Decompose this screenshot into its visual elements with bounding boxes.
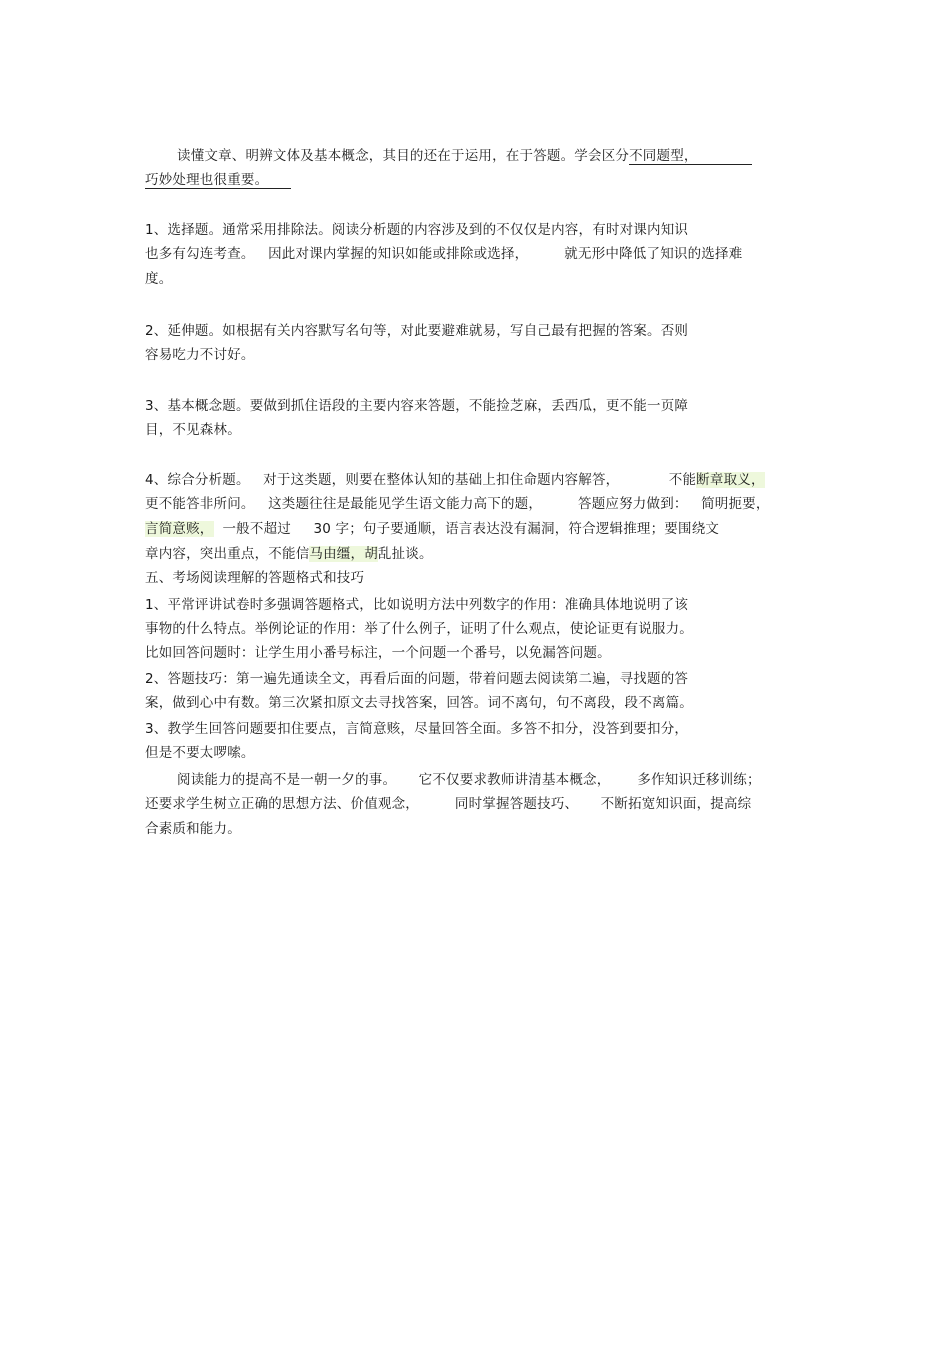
section-5-para-1-line-2: 事物的什么特点。举例论证的作用：举了什么例子，证明了什么观点，使论证更有说服力。: [145, 621, 693, 637]
extension-question-line-1: 2、延伸题。如根据有关内容默写名句等，对此要避难就易，写自己最有把握的答案。否则: [145, 323, 689, 339]
highlighted-text: 言简意赅，: [145, 521, 214, 537]
section-5-para-3-line-1: 3、教学生回答问题要扣住要点，言简意赅，尽量回答全面。多答不扣分，没答到要扣分，: [145, 721, 689, 737]
synthesis-text: 一般不超过 30 字；句子要通顺，语言表达没有漏洞，符合逻辑推理；要围绕文: [213, 521, 720, 537]
highlighted-text: 马由缰，胡: [309, 546, 378, 562]
intro-line-2: [145, 171, 291, 189]
choice-question-line-3: 度。: [145, 271, 173, 287]
closing-line-2: 还要求学生树立正确的思想方法、价值观念， 同时掌握答题技巧、 不断拓宽知识面，提高综: [145, 796, 752, 812]
section-5-para-3-line-2: 但是不要太啰嗦。: [145, 745, 255, 761]
synthesis-text: 章内容，突出重点，不能信: [145, 546, 310, 562]
choice-question-line-2: 也多有勾连考查。 因此对课内掌握的知识如能或排除或选择， 就无形中降低了知识的选择难: [145, 246, 743, 262]
synthesis-question-line-1: [145, 471, 765, 489]
synthesis-text: 乱扯谈。: [377, 546, 433, 562]
section-5-heading: 五、考场阅读理解的答题格式和技巧: [145, 570, 365, 586]
synthesis-question-line-4: [145, 545, 433, 563]
section-5-para-1-line-1: 1、平常评讲试卷时多强调答题格式，比如说明方法中列数字的作用：准确具体地说明了该: [145, 597, 689, 613]
section-5-para-2-line-2: 案，做到心中有数。第三次紧扣原文去寻找答案，回答。词不离句，句不离段，段不离篇。: [145, 695, 693, 711]
closing-line-1: 阅读能力的提高不是一朝一夕的事。 它不仅要求教师讲清基本概念， 多作知识迁移训练；: [177, 772, 761, 788]
underlined-text: 巧妙处理也很重要。: [145, 172, 291, 188]
concept-question-line-2: 目，不见森林。: [145, 422, 241, 438]
closing-line-3: 合素质和能力。: [145, 821, 241, 837]
synthesis-question-line-2: 更不能答非所问。 这类题往往是最能见学生语文能力高下的题， 答题应努力做到： 简明扼要，: [145, 496, 770, 512]
intro-line-1: [177, 147, 752, 165]
section-5-para-1-line-3: 比如回答问题时：让学生用小番号标注，一个问题一个番号，以免漏答问题。: [145, 645, 611, 661]
extension-question-line-2: 容易吃力不讨好。: [145, 347, 255, 363]
synthesis-text: 4、综合分析题。 对于这类题，则要在整体认知的基础上扣住命题内容解答， 不能: [145, 472, 697, 488]
section-5-para-2-line-1: 2、答题技巧：第一遍先通读全文，再看后面的问题，带着问题去阅读第二遍，寻找题的答: [145, 671, 689, 687]
underlined-text: 不同题型，: [629, 148, 752, 164]
intro-text: 读懂文章、明辨文体及基本概念，其目的还在于运用，在于答题。学会区分: [177, 148, 630, 164]
concept-question-line-1: 3、基本概念题。要做到抓住语段的主要内容来答题，不能捡芝麻，丢西瓜，更不能一页障: [145, 398, 689, 414]
synthesis-question-line-3: [145, 520, 719, 538]
choice-question-line-1: 1、选择题。通常采用排除法。阅读分析题的内容涉及到的不仅仅是内容，有时对课内知识: [145, 222, 689, 238]
highlighted-text: 断章取义，: [696, 472, 765, 488]
